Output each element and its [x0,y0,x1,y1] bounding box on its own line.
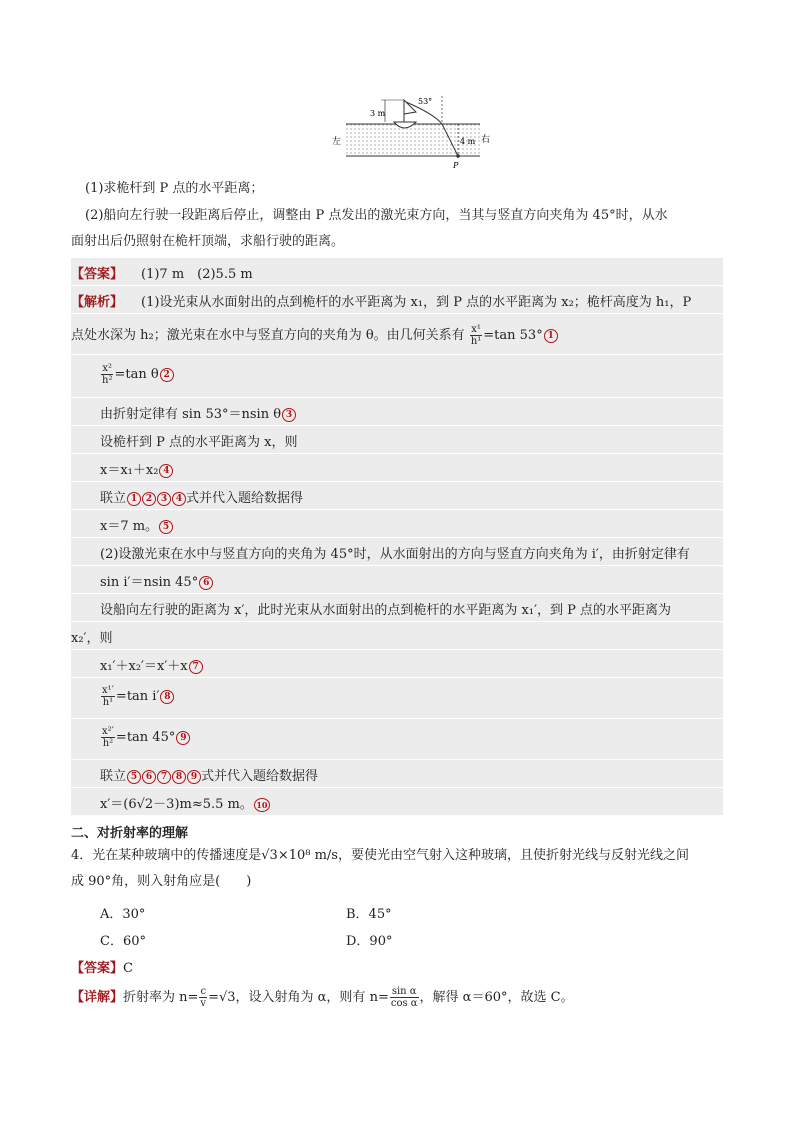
angle-label: 53° [418,97,433,106]
analysis-label: 【解析】 [71,295,124,310]
equation-mark-9: 9 [176,731,190,745]
equation-mark-2: 2 [160,368,174,382]
fraction-sin-cos: $\frac{\text{sin α}}{\text{cos α}}$ [390,986,418,1009]
analysis-row-16: 联立 5 6 7 8 9 式并代入题给数据得 [71,760,723,788]
analysis-row-14: $\frac{\text{x¹′}}{\text{h¹}}$ =tan i′ 8 [71,678,723,719]
analysis-row-17: x′＝(6√2－3)m≈5.5 m。 10 [71,788,723,816]
question-4-line2: 成 90°角，则入射角应是( ) [71,874,252,889]
analysis-line-1: (1)设光束从水面射出的点到桅杆的水平距离为 x₁，到 P 点的水平距离为 x₂；桅杆高度为 h₁，P [141,295,692,310]
option-c: C．60° [100,934,146,949]
analysis-row-10: sin i′＝nsin 45° 6 [71,566,723,594]
analysis-row-3: $\frac{\text{x²}}{\text{h²}}$ =tan θ 2 [71,355,723,398]
analysis-row-4: 由折射定律有 sin 53°＝nsin θ 3 [71,398,723,426]
analysis-line-2: 点处水深为 h₂；激光束在水中与竖直方向的夹角为 θ。由几何关系有 [71,328,465,343]
analysis-row-11: 设船向左行驶的距离为 x′，此时光束从水面射出的点到桅杆的水平距离为 x₁′，到 P 点的水平距离为 [71,594,723,622]
equation-mark-6: 6 [199,576,213,590]
answer-row [71,258,723,286]
equation-mark-7: 7 [189,660,203,674]
answer-label: 【答案】 [71,267,124,282]
fraction-x2-h2: $\frac{\text{x²}}{\text{h²}}$ [102,363,113,386]
fraction-x1-h1: $\frac{\text{x¹}}{\text{h¹}}$ [470,324,482,347]
analysis-row-15: $\frac{\text{x²′}}{\text{h²}}$ =tan 45° 9 [71,719,723,760]
analysis-row-8: x＝7 m。 5 [71,510,723,538]
question-2-line1: (2)船向左行驶一段距离后停止，调整由 P 点发出的激光束方向，当其与竖直方向夹角为 45°时，从水 [85,208,668,223]
fraction-x2p-h2: $\frac{\text{x²′}}{\text{h²}}$ [102,726,114,749]
equation-mark-4: 4 [159,464,173,478]
q4-answer: 【答案】C [71,961,133,976]
option-d: D．90° [346,934,393,949]
left-label: 左 [332,137,342,147]
section-heading: 二、对折射率的理解 [71,826,189,841]
depth-label: 4 m [460,137,476,146]
analysis-row-5: 设桅杆到 P 点的水平距离为 x，则 [71,426,723,454]
equation-mark-5: 5 [159,520,173,534]
analysis-row-1 [71,286,723,314]
question-2-line2: 面射出后仍照射在桅杆顶端，求船行驶的距离。 [71,234,345,249]
analysis-row-12: x₂′，则 [71,622,723,650]
analysis-row-9: (2)设激光束在水中与竖直方向的夹角为 45°时，从水面射出的方向与竖直方向夹角为 i′，由折射定律有 [71,538,723,566]
equation-mark-10: 10 [254,798,270,812]
equation-mark-1: 1 [544,329,558,343]
equation-mark-8: 8 [160,690,174,704]
fraction-x1p-h1: $\frac{\text{x¹′}}{\text{h¹}}$ [102,685,114,708]
analysis-row-6: x＝x₁＋x₂ 4 [71,454,723,482]
q4-detail: 【详解】折射率为 n= $\frac{c}{v}$ =√3，设入射角为 α，则有 n= $\frac{\text{sin α}}{\text{cos α}}$ ，解得 α＝60°，故选 C。 [71,986,574,1009]
analysis-row-7: 联立 1 2 3 4 式并代入题给数据得 [71,482,723,510]
option-b: B．45° [346,907,392,922]
option-a: A．30° [100,907,146,922]
equation-mark-3: 3 [282,408,296,422]
question-1: (1)求桅杆到 P 点的水平距离； [85,181,264,196]
point-p-label: P [453,161,459,170]
analysis-row-2: 点处水深为 h₂；激光束在水中与竖直方向的夹角为 θ。由几何关系有 $\frac{\text{x¹}}{\text{h¹}}$ =tan 53° 1 [71,314,723,355]
right-label: 右 [481,135,491,145]
answer-text: (1)7 m (2)5.5 m [141,267,253,282]
fraction-c-v: $\frac{c}{v}$ [200,986,207,1009]
height-label: 3 m [370,109,386,118]
analysis-row-13: x₁′＋x₂′＝x′＋x 7 [71,650,723,678]
problem-figure [330,92,510,172]
question-4-line1: 4．光在某种玻璃中的传播速度是√3×10⁸ m/s，要使光由空气射入这种玻璃，且使折射光线与反射光线之间 [71,848,689,863]
